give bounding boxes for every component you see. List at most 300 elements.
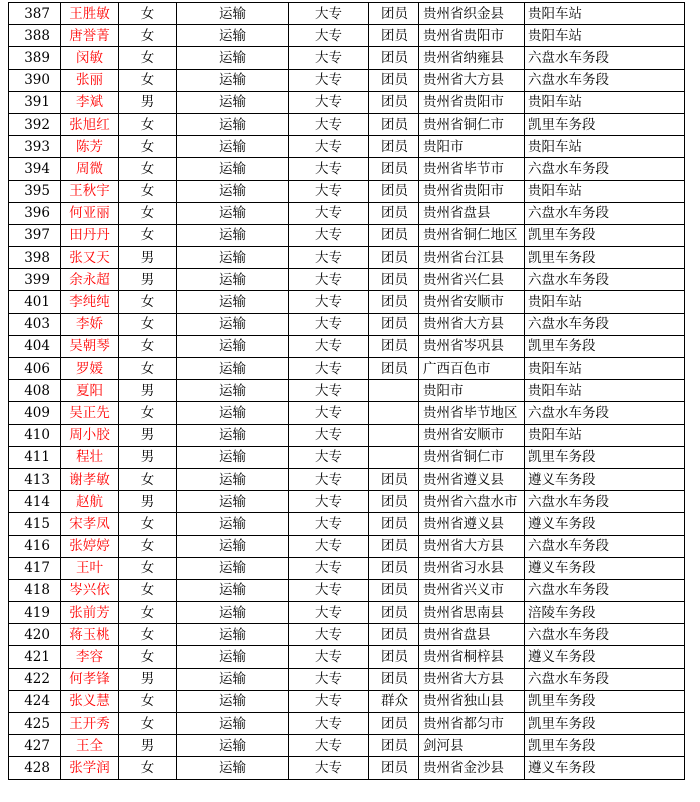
education-cell: 大专 (289, 757, 369, 779)
education-cell: 大专 (289, 402, 369, 424)
education-cell: 大专 (289, 113, 369, 135)
assigned-unit-cell: 遵义车务段 (525, 646, 685, 668)
table-row (9, 291, 685, 313)
name-cell: 岑兴依 (61, 579, 119, 601)
political-status-cell: 团员 (369, 91, 419, 113)
major-cell: 运输 (177, 446, 289, 468)
major-cell: 运输 (177, 668, 289, 690)
row-number-cell: 419 (9, 602, 61, 624)
political-status-cell: 团员 (369, 136, 419, 158)
assigned-unit-cell: 凯里车务段 (525, 713, 685, 735)
gender-cell: 女 (119, 535, 177, 557)
major-cell: 运输 (177, 557, 289, 579)
name-cell: 张丽 (61, 69, 119, 91)
roster-body (9, 3, 685, 780)
gender-cell: 女 (119, 158, 177, 180)
table-row (9, 646, 685, 668)
major-cell: 运输 (177, 757, 289, 779)
assigned-unit-cell: 六盘水车务段 (525, 668, 685, 690)
education-cell: 大专 (289, 491, 369, 513)
roster-table (8, 2, 685, 780)
political-status-cell: 团员 (369, 713, 419, 735)
major-cell: 运输 (177, 602, 289, 624)
row-number-cell: 401 (9, 291, 61, 313)
major-cell: 运输 (177, 3, 289, 25)
name-cell: 余永超 (61, 269, 119, 291)
table-row (9, 136, 685, 158)
assigned-unit-cell: 凯里车务段 (525, 113, 685, 135)
gender-cell: 男 (119, 668, 177, 690)
name-cell: 何亚丽 (61, 202, 119, 224)
education-cell: 大专 (289, 25, 369, 47)
hometown-cell: 贵州省贵阳市 (419, 25, 525, 47)
hometown-cell: 贵州省兴仁县 (419, 269, 525, 291)
row-number-cell: 396 (9, 202, 61, 224)
political-status-cell: 团员 (369, 291, 419, 313)
row-number-cell: 404 (9, 335, 61, 357)
education-cell: 大专 (289, 668, 369, 690)
hometown-cell: 贵州省独山县 (419, 690, 525, 712)
education-cell: 大专 (289, 269, 369, 291)
major-cell: 运输 (177, 69, 289, 91)
education-cell: 大专 (289, 91, 369, 113)
name-cell: 吴正先 (61, 402, 119, 424)
gender-cell: 女 (119, 3, 177, 25)
political-status-cell (369, 380, 419, 402)
political-status-cell (369, 424, 419, 446)
political-status-cell (369, 402, 419, 424)
gender-cell: 男 (119, 247, 177, 269)
political-status-cell: 团员 (369, 468, 419, 490)
table-row (9, 690, 685, 712)
gender-cell: 女 (119, 602, 177, 624)
political-status-cell: 团员 (369, 158, 419, 180)
education-cell: 大专 (289, 468, 369, 490)
table-row (9, 113, 685, 135)
political-status-cell: 团员 (369, 602, 419, 624)
table-row (9, 3, 685, 25)
row-number-cell: 422 (9, 668, 61, 690)
name-cell: 吴朝琴 (61, 335, 119, 357)
hometown-cell: 贵州省安顺市 (419, 424, 525, 446)
assigned-unit-cell: 贵阳车站 (525, 180, 685, 202)
education-cell: 大专 (289, 646, 369, 668)
assigned-unit-cell: 凯里车务段 (525, 446, 685, 468)
hometown-cell: 贵州省遵义县 (419, 468, 525, 490)
gender-cell: 女 (119, 335, 177, 357)
name-cell: 王全 (61, 735, 119, 757)
assigned-unit-cell: 六盘水车务段 (525, 69, 685, 91)
political-status-cell: 团员 (369, 624, 419, 646)
major-cell: 运输 (177, 491, 289, 513)
hometown-cell: 贵州省六盘水市 (419, 491, 525, 513)
assigned-unit-cell: 六盘水车务段 (525, 491, 685, 513)
political-status-cell (369, 446, 419, 468)
major-cell: 运输 (177, 335, 289, 357)
assigned-unit-cell: 凯里车务段 (525, 224, 685, 246)
major-cell: 运输 (177, 468, 289, 490)
table-row (9, 535, 685, 557)
name-cell: 闵敏 (61, 47, 119, 69)
table-row (9, 757, 685, 779)
row-number-cell: 424 (9, 690, 61, 712)
assigned-unit-cell: 贵阳车站 (525, 3, 685, 25)
education-cell: 大专 (289, 202, 369, 224)
education-cell: 大专 (289, 358, 369, 380)
gender-cell: 男 (119, 91, 177, 113)
table-row (9, 158, 685, 180)
hometown-cell: 贵州省遵义县 (419, 513, 525, 535)
assigned-unit-cell: 凯里车务段 (525, 735, 685, 757)
table-row (9, 202, 685, 224)
assigned-unit-cell: 凯里车务段 (525, 335, 685, 357)
hometown-cell: 贵州省台江县 (419, 247, 525, 269)
education-cell: 大专 (289, 224, 369, 246)
political-status-cell: 团员 (369, 113, 419, 135)
row-number-cell: 397 (9, 224, 61, 246)
major-cell: 运输 (177, 646, 289, 668)
major-cell: 运输 (177, 47, 289, 69)
row-number-cell: 421 (9, 646, 61, 668)
assigned-unit-cell: 遵义车务段 (525, 557, 685, 579)
gender-cell: 女 (119, 224, 177, 246)
major-cell: 运输 (177, 313, 289, 335)
assigned-unit-cell: 六盘水车务段 (525, 202, 685, 224)
education-cell: 大专 (289, 579, 369, 601)
education-cell: 大专 (289, 446, 369, 468)
table-row (9, 713, 685, 735)
row-number-cell: 390 (9, 69, 61, 91)
row-number-cell: 425 (9, 713, 61, 735)
name-cell: 张学润 (61, 757, 119, 779)
political-status-cell: 团员 (369, 557, 419, 579)
gender-cell: 女 (119, 557, 177, 579)
hometown-cell: 贵州省铜仁地区 (419, 224, 525, 246)
assigned-unit-cell: 六盘水车务段 (525, 535, 685, 557)
major-cell: 运输 (177, 91, 289, 113)
gender-cell: 男 (119, 269, 177, 291)
gender-cell: 男 (119, 446, 177, 468)
assigned-unit-cell: 涪陵车务段 (525, 602, 685, 624)
gender-cell: 女 (119, 25, 177, 47)
gender-cell: 男 (119, 735, 177, 757)
hometown-cell: 广西百色市 (419, 358, 525, 380)
political-status-cell: 团员 (369, 757, 419, 779)
political-status-cell: 团员 (369, 579, 419, 601)
gender-cell: 女 (119, 358, 177, 380)
hometown-cell: 贵州省毕节地区 (419, 402, 525, 424)
table-row (9, 579, 685, 601)
education-cell: 大专 (289, 713, 369, 735)
table-row (9, 91, 685, 113)
major-cell: 运输 (177, 624, 289, 646)
hometown-cell: 贵州省金沙县 (419, 757, 525, 779)
gender-cell: 女 (119, 402, 177, 424)
education-cell: 大专 (289, 136, 369, 158)
education-cell: 大专 (289, 557, 369, 579)
hometown-cell: 贵州省大方县 (419, 535, 525, 557)
education-cell: 大专 (289, 602, 369, 624)
hometown-cell: 贵州省盘县 (419, 202, 525, 224)
row-number-cell: 395 (9, 180, 61, 202)
name-cell: 张又天 (61, 247, 119, 269)
political-status-cell: 团员 (369, 269, 419, 291)
education-cell: 大专 (289, 180, 369, 202)
hometown-cell: 贵州省贵阳市 (419, 180, 525, 202)
row-number-cell: 414 (9, 491, 61, 513)
row-number-cell: 418 (9, 579, 61, 601)
name-cell: 王开秀 (61, 713, 119, 735)
gender-cell: 女 (119, 180, 177, 202)
assigned-unit-cell: 六盘水车务段 (525, 313, 685, 335)
table-row (9, 446, 685, 468)
assigned-unit-cell: 贵阳车站 (525, 25, 685, 47)
major-cell: 运输 (177, 224, 289, 246)
political-status-cell: 团员 (369, 47, 419, 69)
assigned-unit-cell: 六盘水车务段 (525, 624, 685, 646)
political-status-cell: 团员 (369, 224, 419, 246)
political-status-cell: 团员 (369, 247, 419, 269)
assigned-unit-cell: 贵阳车站 (525, 136, 685, 158)
row-number-cell: 406 (9, 358, 61, 380)
table-row (9, 468, 685, 490)
hometown-cell: 贵州省盘县 (419, 624, 525, 646)
assigned-unit-cell: 贵阳车站 (525, 91, 685, 113)
assigned-unit-cell: 六盘水车务段 (525, 402, 685, 424)
major-cell: 运输 (177, 513, 289, 535)
major-cell: 运输 (177, 358, 289, 380)
hometown-cell: 贵州省毕节市 (419, 158, 525, 180)
gender-cell: 男 (119, 380, 177, 402)
major-cell: 运输 (177, 158, 289, 180)
assigned-unit-cell: 遵义车务段 (525, 468, 685, 490)
hometown-cell: 贵州省大方县 (419, 69, 525, 91)
name-cell: 陈芳 (61, 136, 119, 158)
table-row (9, 402, 685, 424)
major-cell: 运输 (177, 269, 289, 291)
name-cell: 张婷婷 (61, 535, 119, 557)
political-status-cell: 团员 (369, 535, 419, 557)
major-cell: 运输 (177, 180, 289, 202)
assigned-unit-cell: 六盘水车务段 (525, 47, 685, 69)
education-cell: 大专 (289, 513, 369, 535)
hometown-cell: 贵州省铜仁市 (419, 113, 525, 135)
name-cell: 李斌 (61, 91, 119, 113)
hometown-cell: 贵州省兴义市 (419, 579, 525, 601)
major-cell: 运输 (177, 579, 289, 601)
row-number-cell: 398 (9, 247, 61, 269)
gender-cell: 女 (119, 690, 177, 712)
major-cell: 运输 (177, 25, 289, 47)
major-cell: 运输 (177, 247, 289, 269)
political-status-cell: 团员 (369, 180, 419, 202)
row-number-cell: 408 (9, 380, 61, 402)
assigned-unit-cell: 六盘水车务段 (525, 158, 685, 180)
education-cell: 大专 (289, 247, 369, 269)
gender-cell: 女 (119, 47, 177, 69)
hometown-cell: 贵州省贵阳市 (419, 91, 525, 113)
name-cell: 王秋宇 (61, 180, 119, 202)
table-row (9, 247, 685, 269)
table-row (9, 668, 685, 690)
education-cell: 大专 (289, 535, 369, 557)
assigned-unit-cell: 凯里车务段 (525, 690, 685, 712)
major-cell: 运输 (177, 735, 289, 757)
assigned-unit-cell: 遵义车务段 (525, 513, 685, 535)
name-cell: 王胜敏 (61, 3, 119, 25)
political-status-cell: 团员 (369, 646, 419, 668)
political-status-cell: 群众 (369, 690, 419, 712)
hometown-cell: 贵州省织金县 (419, 3, 525, 25)
education-cell: 大专 (289, 313, 369, 335)
education-cell: 大专 (289, 3, 369, 25)
political-status-cell: 团员 (369, 358, 419, 380)
political-status-cell: 团员 (369, 3, 419, 25)
assigned-unit-cell: 贵阳车站 (525, 358, 685, 380)
row-number-cell: 403 (9, 313, 61, 335)
political-status-cell: 团员 (369, 491, 419, 513)
table-row (9, 335, 685, 357)
education-cell: 大专 (289, 735, 369, 757)
assigned-unit-cell: 六盘水车务段 (525, 269, 685, 291)
row-number-cell: 413 (9, 468, 61, 490)
political-status-cell: 团员 (369, 513, 419, 535)
education-cell: 大专 (289, 624, 369, 646)
row-number-cell: 410 (9, 424, 61, 446)
table-row (9, 358, 685, 380)
political-status-cell: 团员 (369, 202, 419, 224)
table-row (9, 269, 685, 291)
table-row (9, 513, 685, 535)
assigned-unit-cell: 六盘水车务段 (525, 579, 685, 601)
name-cell: 王叶 (61, 557, 119, 579)
hometown-cell: 贵州省都匀市 (419, 713, 525, 735)
hometown-cell: 贵州省桐梓县 (419, 646, 525, 668)
name-cell: 唐誉菁 (61, 25, 119, 47)
table-row (9, 224, 685, 246)
gender-cell: 女 (119, 579, 177, 601)
education-cell: 大专 (289, 291, 369, 313)
table-row (9, 735, 685, 757)
gender-cell: 女 (119, 624, 177, 646)
name-cell: 田丹丹 (61, 224, 119, 246)
name-cell: 夏阳 (61, 380, 119, 402)
row-number-cell: 428 (9, 757, 61, 779)
row-number-cell: 399 (9, 269, 61, 291)
major-cell: 运输 (177, 713, 289, 735)
major-cell: 运输 (177, 202, 289, 224)
name-cell: 程壮 (61, 446, 119, 468)
name-cell: 周微 (61, 158, 119, 180)
name-cell: 李纯纯 (61, 291, 119, 313)
gender-cell: 女 (119, 646, 177, 668)
gender-cell: 女 (119, 291, 177, 313)
row-number-cell: 393 (9, 136, 61, 158)
political-status-cell: 团员 (369, 313, 419, 335)
gender-cell: 女 (119, 136, 177, 158)
major-cell: 运输 (177, 402, 289, 424)
hometown-cell: 贵州省岑巩县 (419, 335, 525, 357)
name-cell: 张前芳 (61, 602, 119, 624)
name-cell: 赵航 (61, 491, 119, 513)
education-cell: 大专 (289, 47, 369, 69)
table-row (9, 602, 685, 624)
gender-cell: 女 (119, 113, 177, 135)
major-cell: 运输 (177, 113, 289, 135)
name-cell: 罗媛 (61, 358, 119, 380)
hometown-cell: 贵州省铜仁市 (419, 446, 525, 468)
hometown-cell: 贵州省思南县 (419, 602, 525, 624)
assigned-unit-cell: 贵阳车站 (525, 291, 685, 313)
name-cell: 何孝锋 (61, 668, 119, 690)
table-row (9, 25, 685, 47)
gender-cell: 女 (119, 202, 177, 224)
row-number-cell: 427 (9, 735, 61, 757)
education-cell: 大专 (289, 380, 369, 402)
gender-cell: 男 (119, 424, 177, 446)
gender-cell: 女 (119, 757, 177, 779)
major-cell: 运输 (177, 291, 289, 313)
row-number-cell: 392 (9, 113, 61, 135)
major-cell: 运输 (177, 424, 289, 446)
row-number-cell: 394 (9, 158, 61, 180)
gender-cell: 女 (119, 513, 177, 535)
name-cell: 张义慧 (61, 690, 119, 712)
row-number-cell: 387 (9, 3, 61, 25)
hometown-cell: 贵州省大方县 (419, 668, 525, 690)
table-row (9, 424, 685, 446)
gender-cell: 女 (119, 468, 177, 490)
name-cell: 宋孝凤 (61, 513, 119, 535)
row-number-cell: 416 (9, 535, 61, 557)
name-cell: 谢孝敏 (61, 468, 119, 490)
row-number-cell: 420 (9, 624, 61, 646)
gender-cell: 男 (119, 491, 177, 513)
major-cell: 运输 (177, 690, 289, 712)
table-row (9, 47, 685, 69)
name-cell: 蒋玉桃 (61, 624, 119, 646)
gender-cell: 女 (119, 313, 177, 335)
row-number-cell: 411 (9, 446, 61, 468)
political-status-cell: 团员 (369, 735, 419, 757)
table-row (9, 557, 685, 579)
table-row (9, 380, 685, 402)
major-cell: 运输 (177, 136, 289, 158)
table-row (9, 69, 685, 91)
political-status-cell: 团员 (369, 69, 419, 91)
assigned-unit-cell: 凯里车务段 (525, 247, 685, 269)
name-cell: 李娇 (61, 313, 119, 335)
row-number-cell: 417 (9, 557, 61, 579)
political-status-cell: 团员 (369, 25, 419, 47)
table-row (9, 313, 685, 335)
political-status-cell: 团员 (369, 668, 419, 690)
assigned-unit-cell: 贵阳车站 (525, 424, 685, 446)
hometown-cell: 贵州省纳雍县 (419, 47, 525, 69)
table-row (9, 624, 685, 646)
hometown-cell: 贵阳市 (419, 136, 525, 158)
gender-cell: 女 (119, 713, 177, 735)
name-cell: 周小胶 (61, 424, 119, 446)
name-cell: 李容 (61, 646, 119, 668)
education-cell: 大专 (289, 690, 369, 712)
education-cell: 大专 (289, 335, 369, 357)
major-cell: 运输 (177, 380, 289, 402)
education-cell: 大专 (289, 158, 369, 180)
table-row (9, 491, 685, 513)
row-number-cell: 389 (9, 47, 61, 69)
assigned-unit-cell: 贵阳车站 (525, 380, 685, 402)
